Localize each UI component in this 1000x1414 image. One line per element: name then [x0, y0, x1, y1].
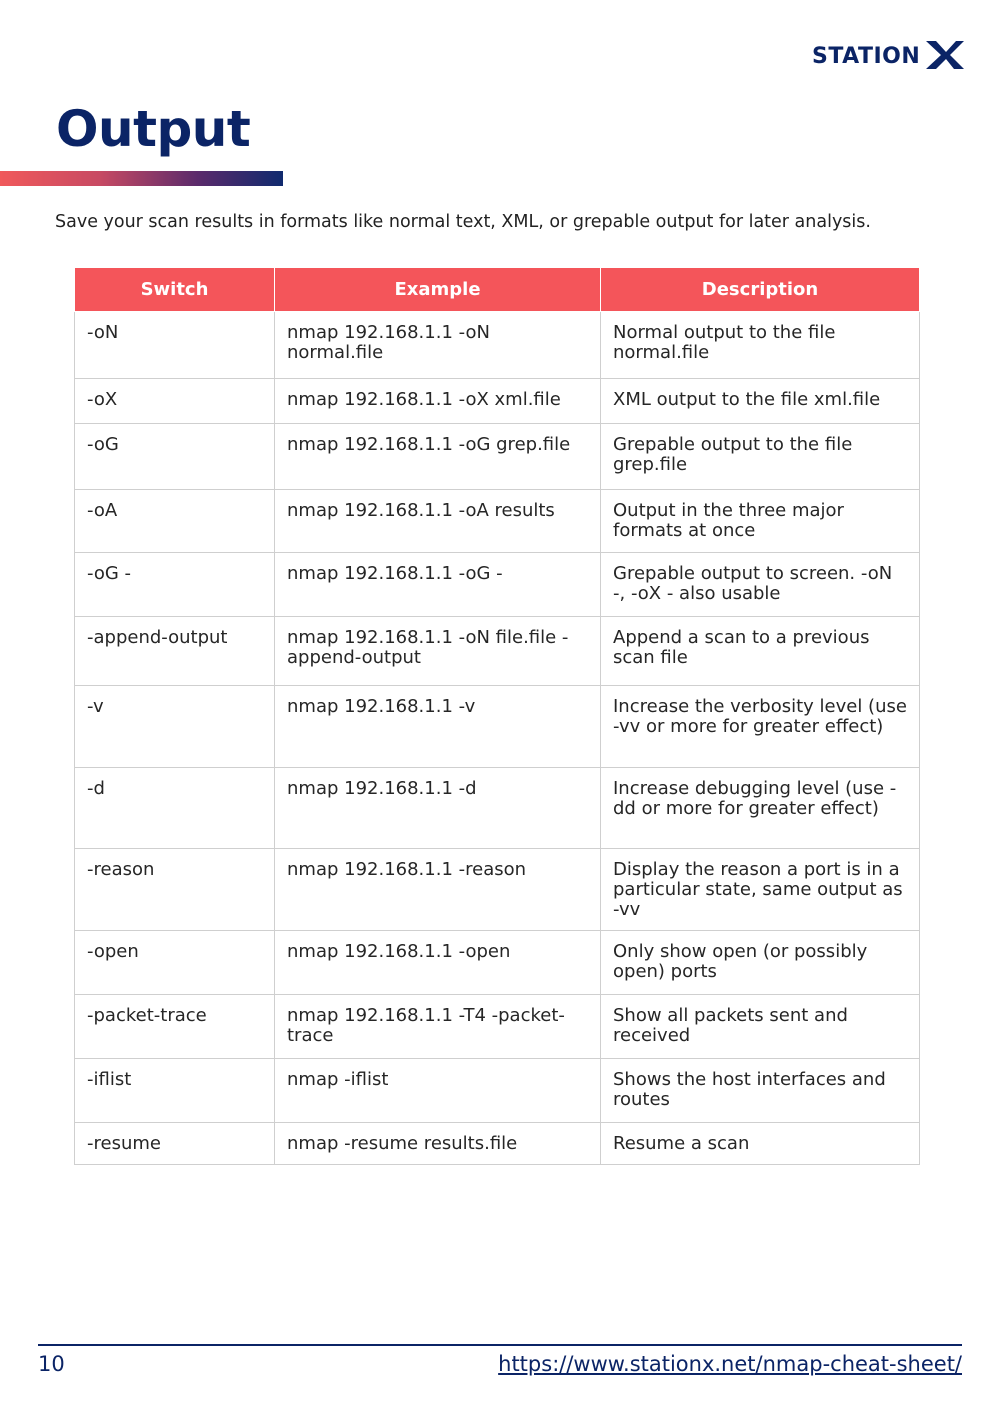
table-row	[75, 849, 920, 931]
description-cell: Increase the verbosity level (use -vv or more for greater effect)	[601, 686, 920, 768]
table-header-row	[75, 268, 920, 312]
switch-cell: -packet-trace	[75, 995, 275, 1059]
table-row	[75, 553, 920, 617]
example-cell: nmap 192.168.1.1 -oA results	[275, 490, 601, 553]
description-cell: Only show open (or possibly open) ports	[601, 931, 920, 995]
title-underline-bar	[0, 171, 283, 186]
header-description: Description	[601, 268, 920, 312]
table-row	[75, 686, 920, 768]
example-cell: nmap -iflist	[275, 1059, 601, 1123]
example-cell: nmap 192.168.1.1 -oN file.file -append-output	[275, 617, 601, 686]
table-row	[75, 617, 920, 686]
description-cell: Grepable output to screen. -oN -, -oX - also usable	[601, 553, 920, 617]
switch-cell: -oA	[75, 490, 275, 553]
footer-divider	[38, 1344, 962, 1346]
description-cell: Show all packets sent and received	[601, 995, 920, 1059]
description-cell: Display the reason a port is in a particular state, same output as -vv	[601, 849, 920, 931]
intro-text: Save your scan results in formats like normal text, XML, or grepable output for later analysis.	[55, 212, 871, 232]
switch-cell: -oN	[75, 312, 275, 379]
switch-cell: -append-output	[75, 617, 275, 686]
example-cell: nmap 192.168.1.1 -oG grep.file	[275, 424, 601, 490]
switch-cell: -d	[75, 768, 275, 849]
page-title: Output	[56, 100, 251, 158]
switch-cell: -resume	[75, 1123, 275, 1165]
switch-cell: -v	[75, 686, 275, 768]
switch-cell: -oG -	[75, 553, 275, 617]
description-cell: Shows the host interfaces and routes	[601, 1059, 920, 1123]
footer-link[interactable]: https://www.stationx.net/nmap-cheat-sheet/	[498, 1352, 962, 1376]
table-row	[75, 1123, 920, 1165]
page-number: 10	[38, 1352, 65, 1376]
table-row	[75, 379, 920, 424]
table-row	[75, 312, 920, 379]
example-cell: nmap 192.168.1.1 -open	[275, 931, 601, 995]
svg-text:STATION: STATION	[812, 44, 921, 69]
switch-cell: -reason	[75, 849, 275, 931]
example-cell: nmap 192.168.1.1 -oX xml.file	[275, 379, 601, 424]
description-cell: Normal output to the file normal.file	[601, 312, 920, 379]
stationx-logo	[812, 38, 964, 72]
description-cell: Grepable output to the file grep.file	[601, 424, 920, 490]
switch-cell: -oX	[75, 379, 275, 424]
switch-cell: -iflist	[75, 1059, 275, 1123]
header-switch: Switch	[75, 268, 275, 312]
example-cell: nmap 192.168.1.1 -d	[275, 768, 601, 849]
description-cell: Output in the three major formats at once	[601, 490, 920, 553]
table-row	[75, 424, 920, 490]
example-cell: nmap 192.168.1.1 -reason	[275, 849, 601, 931]
switch-cell: -oG	[75, 424, 275, 490]
table-row	[75, 931, 920, 995]
table-row	[75, 995, 920, 1059]
command-table	[74, 267, 920, 1165]
description-cell: Increase debugging level (use -dd or more for greater effect)	[601, 768, 920, 849]
example-cell: nmap -resume results.file	[275, 1123, 601, 1165]
description-cell: Append a scan to a previous scan file	[601, 617, 920, 686]
table-row	[75, 490, 920, 553]
description-cell: XML output to the file xml.file	[601, 379, 920, 424]
table-row	[75, 768, 920, 849]
example-cell: nmap 192.168.1.1 -oG -	[275, 553, 601, 617]
header-example: Example	[275, 268, 601, 312]
description-cell: Resume a scan	[601, 1123, 920, 1165]
example-cell: nmap 192.168.1.1 -oN normal.file	[275, 312, 601, 379]
example-cell: nmap 192.168.1.1 -T4 -packet-trace	[275, 995, 601, 1059]
table-row	[75, 1059, 920, 1123]
example-cell: nmap 192.168.1.1 -v	[275, 686, 601, 768]
switch-cell: -open	[75, 931, 275, 995]
